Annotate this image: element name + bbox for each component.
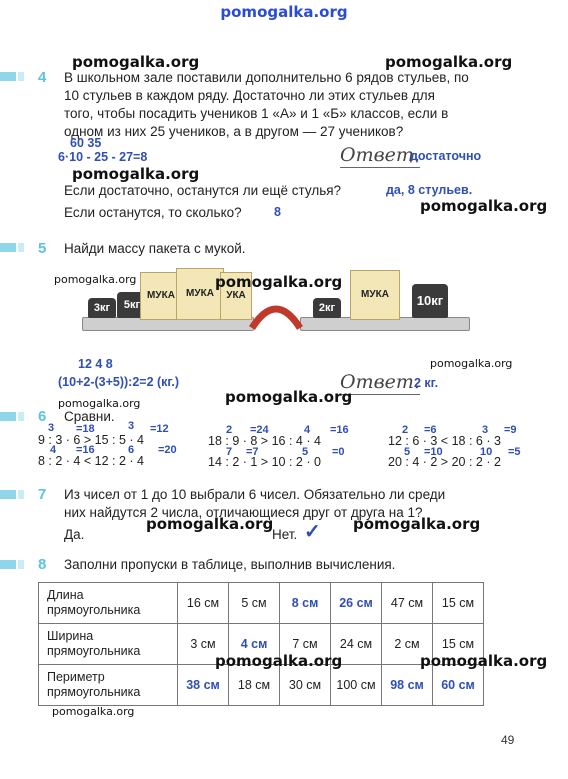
- table-cell: 3 см: [178, 624, 229, 665]
- watermark: pomogalka.org: [146, 515, 274, 533]
- comparison-expression: 9 : 3 · 6 > 15 : 5 · 4: [38, 433, 144, 447]
- task4-answer2: да, 8 стульев.: [386, 183, 473, 197]
- handwritten-note: 4: [50, 444, 57, 456]
- handwritten-note: 2: [226, 424, 233, 436]
- table-cell: 15 см: [433, 624, 484, 665]
- task-marker-5: [0, 243, 16, 252]
- handwritten-note: =7: [246, 446, 259, 458]
- handwritten-note: 5: [302, 446, 309, 458]
- task4-text-line1: В школьном зале поставили дополнительно 6 рядов стульев, по: [64, 70, 469, 85]
- task8-text: Заполни пропуски в таблице, выполнив вычисления.: [64, 557, 396, 572]
- task-marker-7: [0, 490, 16, 499]
- task-number-7: 7: [38, 486, 47, 503]
- table-cell: 16 см: [178, 583, 229, 624]
- watermark: pomogalka.org: [430, 357, 513, 370]
- table-cell: 18 см: [229, 665, 280, 706]
- table-row: [39, 583, 484, 624]
- weight-10kg: 10кг: [412, 284, 448, 318]
- task7-text-line2: них найдутся 2 числа, отличающиеся друг от друга на 1?: [64, 505, 423, 520]
- task-marker-8: [0, 560, 16, 569]
- task-marker-4: [0, 72, 16, 81]
- task4-question2: Если достаточно, останутся ли ещё стулья?: [64, 183, 342, 198]
- flour-bag: МУКА: [176, 268, 224, 320]
- task4-handwritten-intermediate: 60 35: [70, 136, 102, 150]
- table-cell: 7 см: [280, 624, 331, 665]
- watermark: pomogalka.org: [54, 273, 137, 286]
- table-cell: 60 см: [433, 665, 484, 706]
- task4-handwritten-expression: 6·10 - 25 - 27=8: [58, 150, 148, 164]
- row-header: Длина прямоугольника: [39, 583, 178, 624]
- task4-text-line2: 10 стульев в каждом ряду. Достаточно ли этих стульев для: [64, 88, 435, 103]
- table-cell: 24 см: [331, 624, 382, 665]
- handwritten-note: =12: [150, 423, 169, 435]
- flour-bag: МУКА: [140, 272, 182, 320]
- handwritten-note: =9: [504, 424, 517, 436]
- watermark: pomogalka.org: [353, 515, 481, 533]
- watermark: pomogalka.org: [215, 273, 343, 291]
- comparison-expression: 12 : 6 · 3 < 18 : 6 · 3: [388, 434, 501, 448]
- handwritten-note: 7: [226, 446, 233, 458]
- handwritten-note: =24: [250, 424, 269, 436]
- comparison-expression: 18 : 9 · 8 > 16 : 4 · 4: [208, 434, 321, 448]
- row-header: Ширина прямоугольника: [39, 624, 178, 665]
- handwritten-note: 2: [402, 424, 409, 436]
- handwritten-note: =16: [330, 424, 349, 436]
- row-header: Периметр прямоугольника: [39, 665, 178, 706]
- watermark: pomogalka.org: [72, 53, 200, 71]
- handwritten-note: =0: [332, 446, 345, 458]
- watermark: pomogalka.org: [385, 53, 513, 71]
- handwritten-note: 5: [404, 446, 411, 458]
- handwritten-note: 3: [48, 422, 55, 434]
- table-cell: 38 см: [178, 665, 229, 706]
- handwritten-note: =5: [508, 446, 521, 458]
- table-cell: 26 см: [331, 583, 382, 624]
- watermark: pomogalka.org: [420, 197, 548, 215]
- task6-text: Сравни.: [64, 409, 115, 424]
- task-number-6: 6: [38, 408, 47, 425]
- handwritten-note: 6: [128, 444, 135, 456]
- table-cell: 98 см: [382, 665, 433, 706]
- task5-handwritten-expression: (10+2-(3+5)):2=2 (кг.): [58, 375, 180, 389]
- table-cell: 8 см: [280, 583, 331, 624]
- weight-5kg: 5кг: [117, 292, 147, 318]
- table-cell: 15 см: [433, 583, 484, 624]
- task5-text: Найди массу пакета с мукой.: [64, 241, 246, 256]
- table-cell: 30 см: [280, 665, 331, 706]
- table-row: [39, 665, 484, 706]
- checkmark-icon: ✓: [304, 521, 321, 543]
- watermark: pomogalka.org: [72, 165, 200, 183]
- handwritten-note: =6: [424, 424, 437, 436]
- task7-option-no: Нет.: [272, 527, 298, 542]
- watermark: pomogalka.org: [225, 388, 353, 406]
- comparison-expression: 20 : 4 · 2 > 20 : 2 · 2: [388, 455, 501, 469]
- flour-bag: МУКА: [350, 270, 400, 320]
- table-cell: 4 см: [229, 624, 280, 665]
- weight-2kg: 2кг: [313, 298, 341, 318]
- task5-handwritten-intermediate: 12 4 8: [78, 357, 113, 371]
- task4-text-line4: одном из них 25 учеников, а в другом — 27 учеников?: [64, 124, 404, 139]
- table-cell: 2 см: [382, 624, 433, 665]
- task7-option-yes: Да.: [64, 527, 85, 542]
- scale-center-link: [248, 298, 304, 332]
- watermark-faint: pomogalka.org: [240, 760, 323, 773]
- weight-3kg: 3кг: [88, 298, 116, 318]
- watermark: pomogalka.org: [420, 652, 548, 670]
- rectangle-table: [38, 582, 484, 706]
- task4-answer-label: Ответ.: [340, 144, 420, 166]
- flour-bag: УКА: [220, 272, 252, 320]
- table-cell: 47 см: [382, 583, 433, 624]
- table-cell: 100 см: [331, 665, 382, 706]
- page-number: 49: [501, 733, 515, 747]
- task4-question3: Если останутся, то сколько?: [64, 205, 242, 220]
- watermark: pomogalka.org: [52, 705, 135, 718]
- handwritten-note: 4: [304, 424, 311, 436]
- handwritten-note: 10: [480, 446, 493, 458]
- task4-answer: достаточно: [410, 149, 482, 163]
- comparison-expression: 14 : 2 · 1 > 10 : 2 · 0: [208, 455, 321, 469]
- task-number-4: 4: [38, 69, 47, 86]
- comparison-expression: 8 : 2 · 4 < 12 : 2 · 4: [38, 454, 144, 468]
- watermark: pomogalka.org: [215, 652, 343, 670]
- handwritten-note: =20: [158, 444, 177, 456]
- task-number-5: 5: [38, 240, 47, 257]
- task5-answer-label: Ответ.: [340, 371, 420, 393]
- task4-text-line3: того, чтобы посадить учеников 1 «А» и 1 «Б» классов, если в: [64, 106, 449, 121]
- task5-answer: 2 кг.: [414, 376, 439, 390]
- handwritten-note: =10: [424, 446, 443, 458]
- watermark: pomogalka.org: [58, 397, 141, 410]
- task-marker-6: [0, 412, 16, 421]
- task7-text-line1: Из чисел от 1 до 10 выбрали 6 чисел. Обязательно ли среди: [64, 487, 446, 502]
- handwritten-note: 3: [482, 424, 489, 436]
- task-number-8: 8: [38, 556, 47, 573]
- table-cell: 5 см: [229, 583, 280, 624]
- handwritten-note: =18: [76, 423, 95, 435]
- handwritten-note: 3: [128, 420, 135, 432]
- handwritten-note: =16: [76, 444, 95, 456]
- site-watermark-top[interactable]: pomogalka.org: [220, 3, 348, 21]
- task4-answer3: 8: [274, 205, 281, 219]
